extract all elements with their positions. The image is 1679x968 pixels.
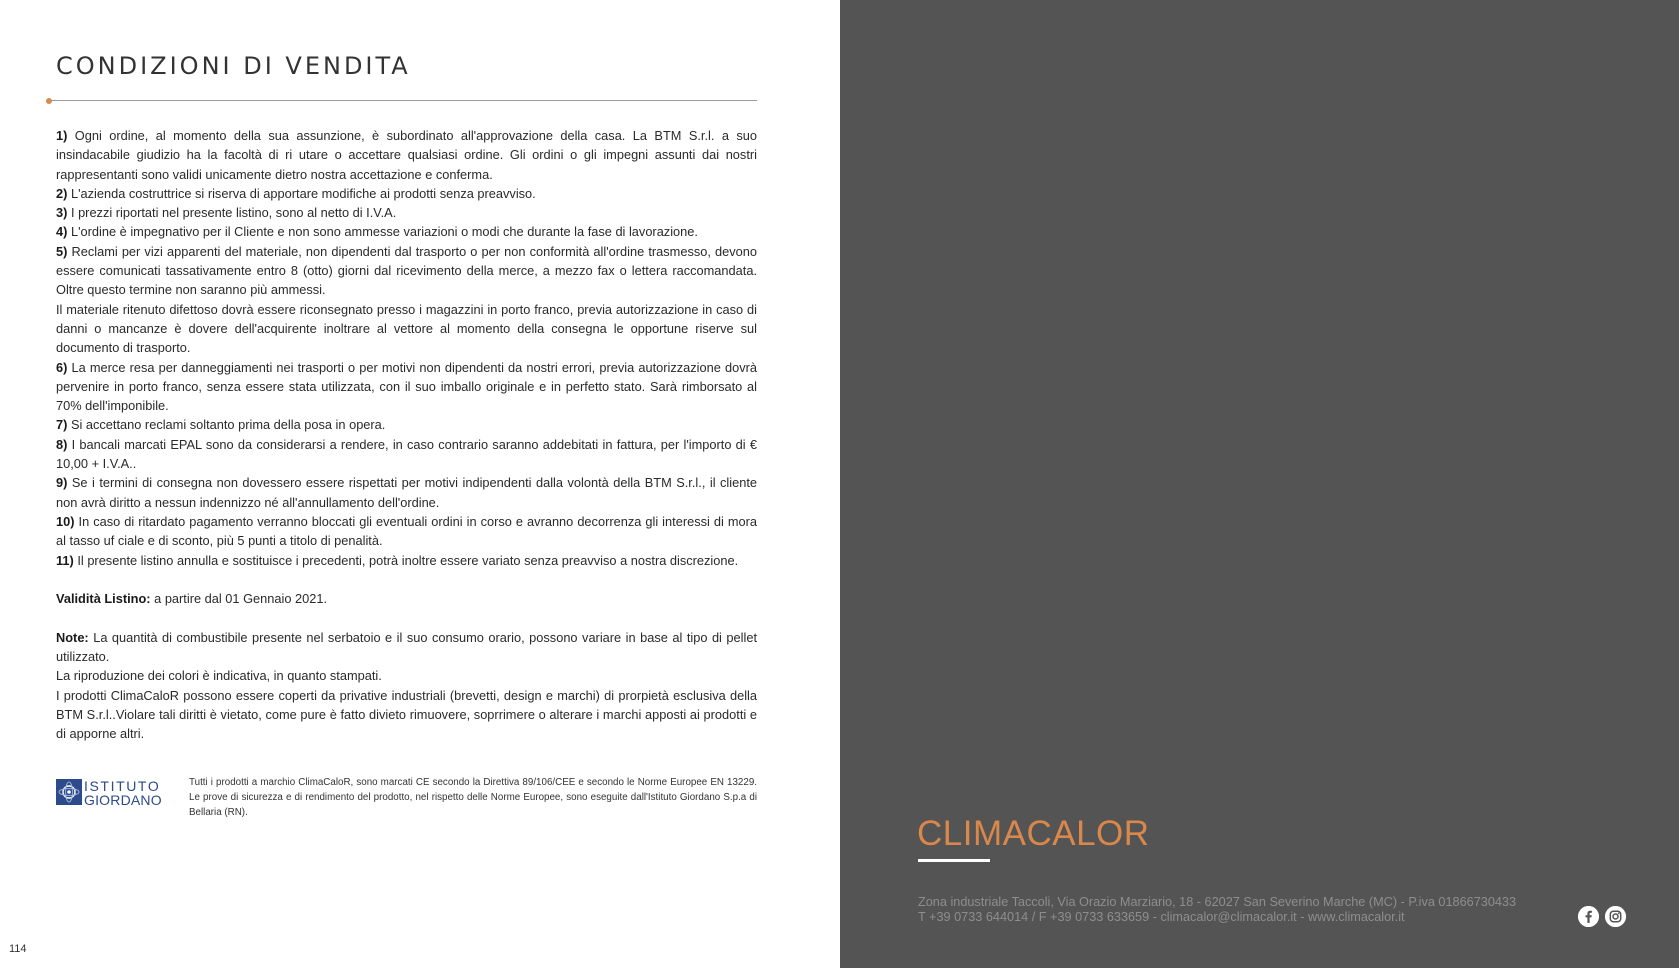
page-title: CONDIZIONI DI VENDITA [56, 52, 411, 80]
condition-item: 3) I prezzi riportati nel presente listino, sono al netto di I.V.A. [56, 205, 397, 221]
facebook-link[interactable] [1578, 906, 1599, 927]
condition-item: 9) Se i termini di consegna non dovessero essere rispettati per motivi indipendenti dalla volontà della BTM S.r.l., il cliente non avrà diritto a nessun indennizzo né all'annullamento dell'ordine. [56, 475, 757, 510]
condition-item: 1) Ogni ordine, al momento della sua assunzione, è subordinato all'approvazione della casa. La BTM S.r.l. a suo insindacabile giudizio ha la facoltà di ri utare o accettare qualsiasi ordine. Gli ordini o gli impegni assunti dai nostri rappresentanti sono validi unicamente dietro nostra accettazione e conferma. [56, 128, 757, 182]
title-divider-dot [46, 98, 52, 104]
condition-item: 11) Il presente listino annulla e sostituisce i precedenti, potrà inoltre essere variato senza preavviso a nostra discrezione. [56, 552, 739, 568]
brand-logo: CLIMACALOR [917, 814, 1150, 853]
brand-underline [918, 859, 990, 862]
conditions-text [56, 126, 757, 744]
page-number: 114 [9, 943, 27, 955]
condition-item: 7) Si accettano reclami soltanto prima della posa in opera. [56, 417, 386, 433]
company-contacts: T +39 0733 644014 / F +39 0733 633659 - climacalor@climacalor.it - www.climacalor.it [918, 910, 1405, 924]
certification-block [56, 775, 757, 825]
certification-text: Tutti i prodotti a marchio ClimaCaloR, sono marcati CE secondo la Direttiva 89/106/CEE e secondo le Norme Europee EN 13229. Le prove di sicurezza e di rendimento del prodotto, nel rispetto delle Norme Europee, sono eseguite dall'Istituto Giordano S.p.a di Bellaria (RN). [189, 777, 757, 818]
istituto-giordano-logo [56, 777, 166, 807]
condition-item: Il materiale ritenuto difettoso dovrà essere riconsegnato presso i magazzini in porto franco, previa autorizzazione in caso di danni o mancanze è dovere dell'acquirente inoltrare al vettore al momento della consegna le opportune riserve sul documento di trasporto. [56, 301, 757, 356]
condition-item: 8) I bancali marcati EPAL sono da considerarsi a rendere, in caso contrario saranno addebitati in fattura, per l'importo di € 10,00 + I.V.A.. [56, 436, 757, 472]
company-address: Zona industriale Taccoli, Via Orazio Marziario, 18 - 62027 San Severino Marche (MC) - P.iva 01866730433 [918, 895, 1517, 909]
validity-line: Validità Listino: a partire dal 01 Gennaio 2021. [56, 591, 328, 607]
istituto-giordano-emblem-icon [56, 779, 82, 805]
title-divider [49, 100, 757, 101]
logo-text-line2: GIORDANO [84, 792, 162, 808]
condition-item: 6) La merce resa per danneggiamenti nei trasporti o per motivi non dipendenti da nostri errori, previa autorizzazione dovrà pervenire in porto franco, senza essere stata utilizzata, con il suo imballo originale e in perfetto stato. Sarà rimborsato al 70% dell'imponibile. [56, 359, 758, 414]
logo-text-line1: ISTITUTO [84, 778, 161, 794]
condition-item: 10) In caso di ritardato pagamento verranno bloccati gli eventuali ordini in corso e avranno decorrenza gli interessi di mora al tasso uf ciale e di sconto, più 5 punti a titolo di penalità. [56, 513, 757, 549]
notes-line: Note: La quantità di combustibile presente nel serbatoio e il suo consumo orario, possono variare in base al tipo di pellet utilizzato. [56, 629, 757, 665]
instagram-icon [1605, 906, 1626, 927]
facebook-icon [1578, 906, 1599, 927]
contact-info [918, 895, 1558, 925]
condition-item: 2) L'azienda costruttrice si riserva di apportare modifiche ai prodotti senza preavviso. [56, 185, 536, 201]
condition-item: 4) L'ordine è impegnativo per il Cliente e non sono ammesse variazioni o modi che durante la fase di lavorazione. [56, 224, 698, 240]
notes-line: I prodotti ClimaCaloR possono essere coperti da privative industriali (brevetti, design e marchi) di prorpietà esclusiva della BTM S.r.l..Violare tali diritti è vietato, come pure è fatto divieto rimuovere, soprrimere o alterare i marchi apposti ai prodotti e di apporne altri. [56, 687, 757, 742]
condition-item: 5) Reclami per vizi apparenti del materiale, non dipendenti dal trasporto o per non conformità all'ordine trasmesso, devono essere comunicati tassativamente entro 8 (otto) giorni dal ricevimento della merce, a mezzo fax o lettera raccomandata. Oltre questo termine non saranno più ammessi. [56, 243, 757, 298]
notes-line: La riproduzione dei colori è indicativa, in quanto stampati. [56, 668, 382, 684]
instagram-link[interactable] [1605, 906, 1626, 927]
